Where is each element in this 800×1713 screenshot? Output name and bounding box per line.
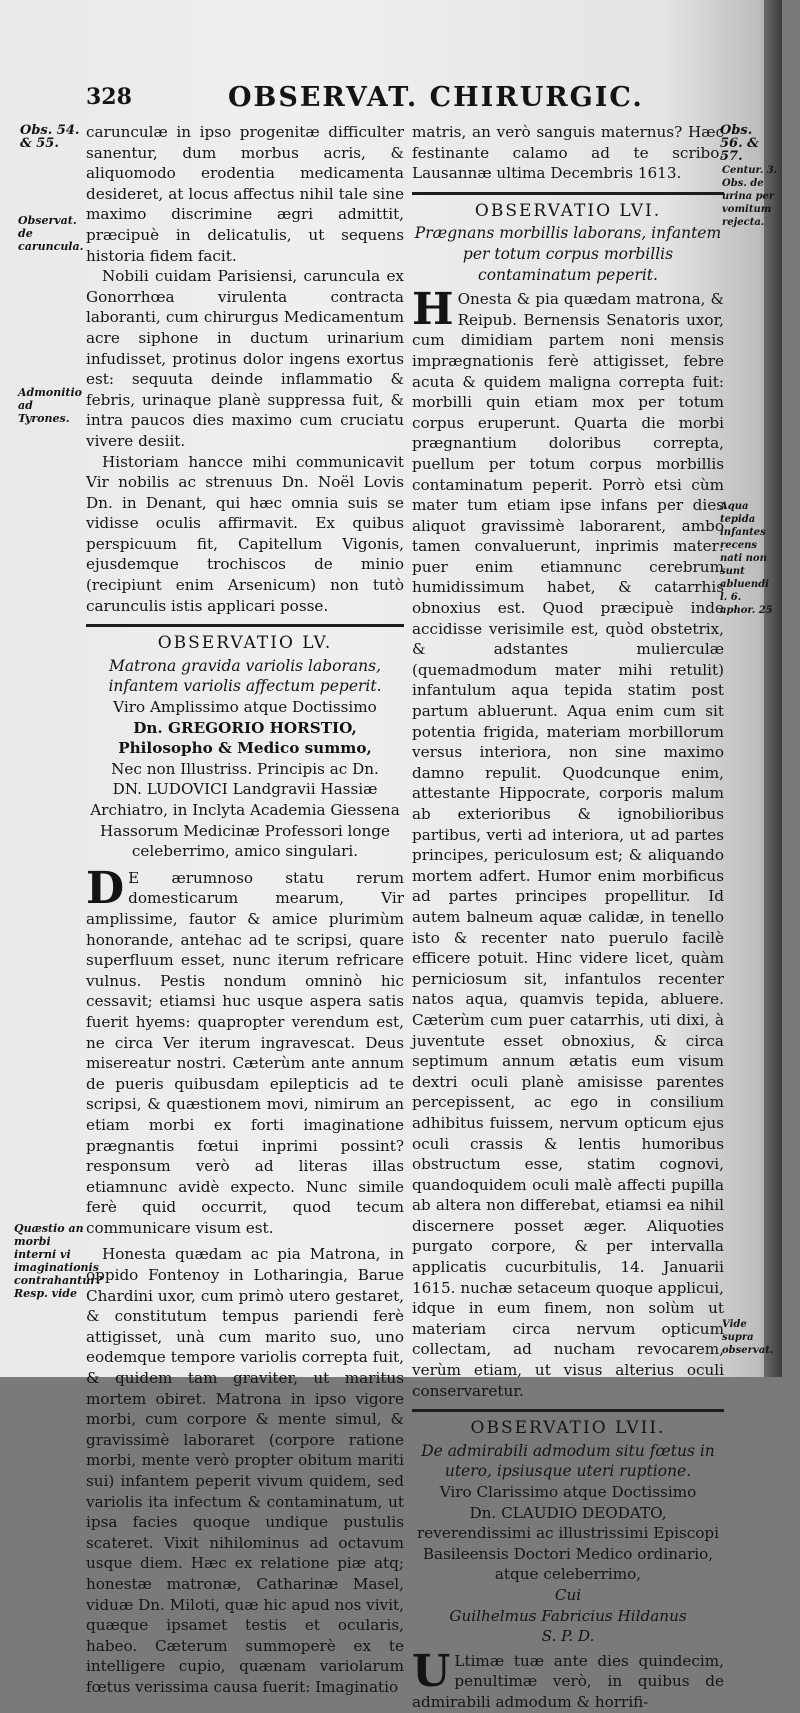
paragraph: matris, an verò sanguis maternus? Hæc festinante calamo ad te scribo. Lausannæ ultima Decembris 1613. [412, 123, 724, 183]
section-rule [412, 1409, 724, 1412]
paragraph: Onesta & pia quædam matrona, & Reipub. Bernensis Senatoris uxor, cum dimidiam partem noni mensis imprægnationis ferè attigisset, febre acuta & quidem maligna correpta fuit: morbilli quin etiam mox per totum corpus eruperunt. Quarta die morbi prægnantium doloribus correpta, puellum per totum corpus morbillis contaminatum peperit. Porrò etsi cùm mater tum etiam ipse infans per dies aliquot gravissimè laborarent, ambo tamen convaluerunt, inprimis mater: puer enim etiamnunc cerebrum humidissimum habet, & catarrhis obnoxius est. Quod præcipuè inde accidisse verisimile est, quòd obstetrix, & adstantes mulierculæ (quemadmodum mater mihi retulit) infantulum aqua tepida statim post partum abluerunt. Aqua enim cum sit potentia frigida, materiam morbillorum versus interiora, non sine maximo damno repulit. Quodcunque enim, attestante Hippocrate, corporis malum ab exterioribus & ignobilioribus partibus, verti ad interiora, ut ad partes principes, periculosum est; & aliquando mortem adfert. Humor enim morbificus ad partes principes propellitur. Id autem balneum aquæ calidæ, in tenello isto & recenter nato puerulo facilè efficere potuit. Hinc videre licet, quàm perniciosum sit, infantulos recenter natos aqua, quamvis tepida, abluere. Cæterùm cum puer catarrhis, uti dixi, à juventute esset obnoxius, & circa septimum annum ætatis eum visum dextri oculi planè amisisse parentes percepissent, ac ego in consilium adhibitus fuissem, nervum opticum ejus oculi crassis & lentis humoribus obstructum esse, statim cognovi, quandoquidem oculi malè affecti pupilla ab altera non differebat, etiamsi ea nihil discernere posset æger. Aliquoties purgato corpore, & per intervalla applicatis cucurbitulis, 14. Januarii 1615. nuchæ setaceum quoque applicui, idque in eum finem, non solùm ut materiam circa nervum opticum collectam, ad nucham revocarem, verùm etiam, ut visus alterius oculi conservaretur. [412, 290, 724, 1400]
observation-subtitle: De admirabili admodum situ fœtus in utero, ipsiusque uteri ruptione. [421, 1441, 715, 1481]
margin-note: Observat. de caruncula. [18, 214, 84, 253]
right-column [412, 122, 724, 1713]
paragraph: Nobili cuidam Parisiensi, caruncula ex Gonorrhœa virulenta contracta laboranti, cum chirurgus Medicamentum acre siphone in ductum urinarium infudisset, protinus dolor ingens exortus est: sequuta deinde inflammatio & febris, urinaque planè suppressa fuit, & intra paucos dies maximo cum cruciatu vivere desiit. [86, 267, 404, 450]
observation-title: OBSERVATIO LVII. [470, 1418, 666, 1439]
drop-cap: D [86, 862, 125, 914]
section-rule [412, 192, 724, 195]
margin-note: Aqua tepida infantes recens nati non sunt abluendi l. 6. aphor. 25 [720, 501, 773, 616]
dedication-name: DN. LUDOVICI Landgravii Hassiæ Archiatro, in Inclyta Academia Giessena Hassorum Medicinæ Professori longe celeberrimo, amico singulari. [90, 780, 400, 861]
paragraph: E ærumnoso statu rerum domesticarum mearum, Vir amplissime, fautor & amice plurimùm honorande, antehac ad te scripsi, quare superfluum esset, nunc iterum refricare vulnus. Pestis nondum omninò hic cessavit; etiamsi huc usque aspera satis fuerit hyems: quapropter verendum est, ne circa Ver iterum ingravescat. Deus misereatur nostri. Cæterùm ante annum de pueris quibusdam epilepticis ad te scripsi, & quæstionem movi, nimirum an etiam morbi ex forti imaginatione prægnantis fœtui inprimi possint? responsum verò ad literas illas etiamnunc avidè expecto. Nunc simile ferè quid occurrit, quod tecum communicare visum est. [86, 868, 404, 1237]
page-number: 328 [86, 84, 132, 110]
dedication-line: Viro Clarissimo atque Doctissimo [439, 1483, 697, 1501]
drop-cap: H [412, 284, 454, 336]
observation-title: OBSERVATIO LVI. [474, 200, 662, 221]
observation-title: OBSERVATIO LV. [157, 633, 333, 654]
observation-subtitle: Prægnans morbillis laborans, infantem per totum corpus morbillis contaminatum peperit. [414, 224, 722, 284]
margin-note: Vide supra observat. [722, 1319, 774, 1356]
observation-subtitle: Matrona gravida variolis laborans, infantem variolis affectum peperit. [108, 656, 382, 696]
paragraph: Ltimæ tuæ ante dies quindecim, penultimæ verò, in quibus de admirabili admodum & horrifi- [412, 1651, 724, 1711]
margin-note: Centur. 3. Obs. de urina per vomitum rejecta. [722, 165, 778, 228]
section-rule [86, 624, 404, 627]
dedication-line: Viro Amplissimo atque Doctissimo [113, 698, 377, 717]
dedication-name: Dn. CLAUDIO DEODATO, reverendissimi ac illustrissimi Episcopi Basileensis Doctori Medico ordinario, atque celeberrimo, [417, 1503, 719, 1584]
left-column [86, 122, 404, 1698]
dedication-line: Nec non Illustriss. Principis ac Dn. [111, 759, 379, 778]
dedication-line: Cui [554, 1585, 582, 1604]
paragraph: Historiam hancce mihi communicavit Vir nobilis ac strenuus Dn. Noël Lovis Dn. in Denant, qui hæc omnia suis se vidisse oculis affirmavit. Ex quibus perspicuum fit, Capitellum Vigonis, ejusdemque trochiscos de minio (recipiunt enim Arsenicum) non tutò carunculis istis applicari posse. [86, 452, 404, 615]
paragraph: carunculæ in ipso progenitæ difficulter sanentur, dum morbus acris, & aliquomodo erodentia medicamenta desideret, at locus affectus nihil tale sine maximo discrimine ægri admittit, præcipuè in delicatulis, ut sequens historia fidem facit. [86, 123, 404, 265]
running-header [0, 82, 782, 122]
margin-note: Admonitio ad Tyrones. [18, 386, 82, 425]
margin-note: Obs. 54. & 55. [20, 123, 80, 151]
paragraph: Honesta quædam ac pia Matrona, in oppido Fontenoy in Lotharingia, Barue Chardini uxor, cum primò utero gestaret, & constitutum tempus pariendi ferè attigisset, unà cum marito suo, uno eodemque tempore variolis correpta fuit, & quidem tam graviter, ut maritus mortem obiret. Matrona in ipso vigore morbi, cum corpore & mente simul, & gravissimè laboraret (corpore ratione morbi, mente verò propter obitum mariti sui) infantem peperit vivum quidem, sed variolis ita infectum & contaminatum, ut ipsa facies quoque undique pustulis scateret. Vixit nihilominus ad octavum usque diem. Hæc ex relatione piæ atq; honestæ matronæ, Catharinæ Masel, viduæ Dn. Miloti, quæ hic apud nos vivit, quæque ipsamet testis et ocularis, habeo. Cæterum summoperè ex te intelligere cupio, quænam variolarum fœtus verissima causa fuerit: Imaginatio [86, 1245, 404, 1696]
drop-cap: U [412, 1645, 451, 1697]
salutation: S. P. D. [541, 1627, 595, 1646]
dedication-name: Dn. GREGORIO HORSTIO, Philosopho & Medico summo, [118, 718, 372, 758]
margin-note: Quæstio an morbi interni vi imaginationis contrahantur? Resp. vide [14, 1222, 103, 1300]
author-name: Guilhelmus Fabricius Hildanus [449, 1606, 687, 1625]
margin-note: Obs. 56. & 57. [720, 123, 759, 164]
running-title: OBSERVAT. CHIRURGIC. [228, 82, 644, 113]
